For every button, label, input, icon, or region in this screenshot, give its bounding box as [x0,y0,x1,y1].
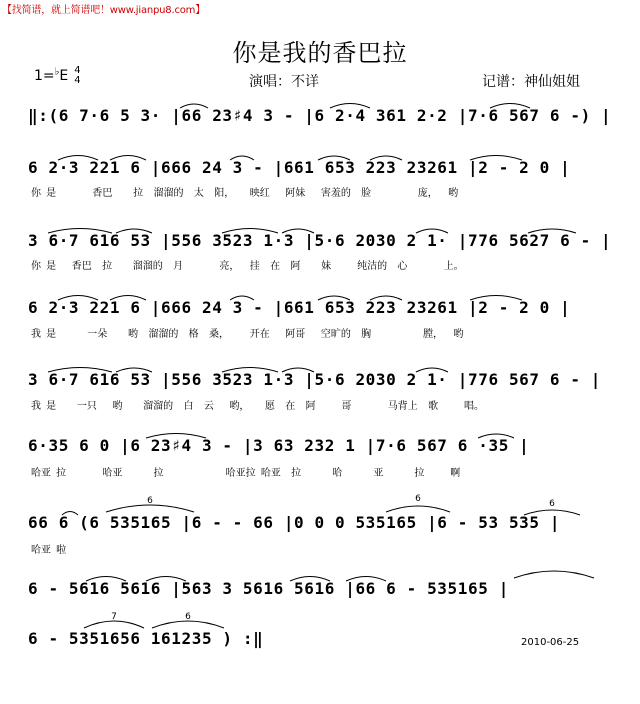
notation-row-9: 6 - 5351656 161235 ) :‖ [28,629,264,648]
slur [386,506,450,512]
time-signature [74,66,80,86]
slur [514,571,594,578]
key-signature [34,66,81,86]
tuplet-mark: 7 [111,612,117,622]
tuplet-mark: 6 [549,499,555,509]
time-top: 4 [74,65,81,76]
notation-row-7: 66 6 (6 535165 |6 - - 66 |0 0 0 535165 |6 - 53 535 | [28,513,561,532]
lyrics-row-5: 我 是 一只 哟 溜溜的 白 云 哟， 愿 在 阿 哥 马背上 歌 唱。 [31,401,485,412]
tuplet-mark: 6 [147,496,153,506]
notation-row-2: 6 2·3 221 6 |666 24 3 - |661 653 223 23261 |2 - 2 0 | [28,158,571,177]
notation-row-8: 6 - 5616 5616 |563 3 5616 5616 |66 6 - 535165 | [28,579,509,598]
date-stamp: 2010-06-25 [521,637,580,648]
site-banner[interactable]: 【找简谱，就上简谱吧！www.jianpu8.com】 [2,5,206,16]
time-bottom: 4 [74,75,81,86]
notation-row-1: ‖:(6 7·6 5 3· |66 23♯4 3 - |6 2·4 361 2·2 |7·6 567 6 -) | [28,106,612,125]
notation-row-4: 6 2·3 221 6 |666 24 3 - |661 653 223 23261 |2 - 2 0 | [28,298,571,317]
tuplet-mark: 6 [185,612,191,622]
notation-row-6: 6·35 6 0 |6 23♯4 3 - |3 63 232 1 |7·6 567 6 ·35 | [28,436,530,455]
slur [152,621,224,628]
singer-credit: 演唱：不详 [249,74,319,90]
notation-row-3: 3 6·7 616 53 |556 3523 1·3 |5·6 2030 2 1· |776 5627 6 - | [28,231,612,250]
lyrics-row-2: 你 是 香巴 拉 溜溜的 太 阳， 映红 阿妹 害羞的 脸 庞， 哟 [31,188,459,199]
key-note: E [59,68,69,84]
slur [84,621,144,628]
lyrics-row-6: 哈亚 拉 哈亚 拉 哈亚拉 哈亚 拉 哈 亚 拉 啊 [31,468,461,479]
slur [106,505,194,512]
transcriber-credit: 记谱：神仙姐姐 [482,74,580,90]
tuplet-mark: 6 [415,494,421,504]
notation-row-5: 3 6·7 616 53 |556 3523 1·3 |5·6 2030 2 1· |776 567 6 - | [28,370,602,389]
lyrics-row-7: 哈亚 啦 [31,545,67,556]
song-title: 你是我的香巴拉 [232,39,408,67]
flat-sign: ♭ [54,66,60,78]
lyrics-row-3: 你 是 香巴 拉 溜溜的 月 亮， 挂 在 阿 妹 纯洁的 心 上。 [31,261,464,272]
lyrics-row-4: 我 是 一朵 哟 溜溜的 格 桑， 开在 阿哥 空旷的 胸 膛， 哟 [31,329,464,340]
key-prefix: 1= [34,68,55,84]
